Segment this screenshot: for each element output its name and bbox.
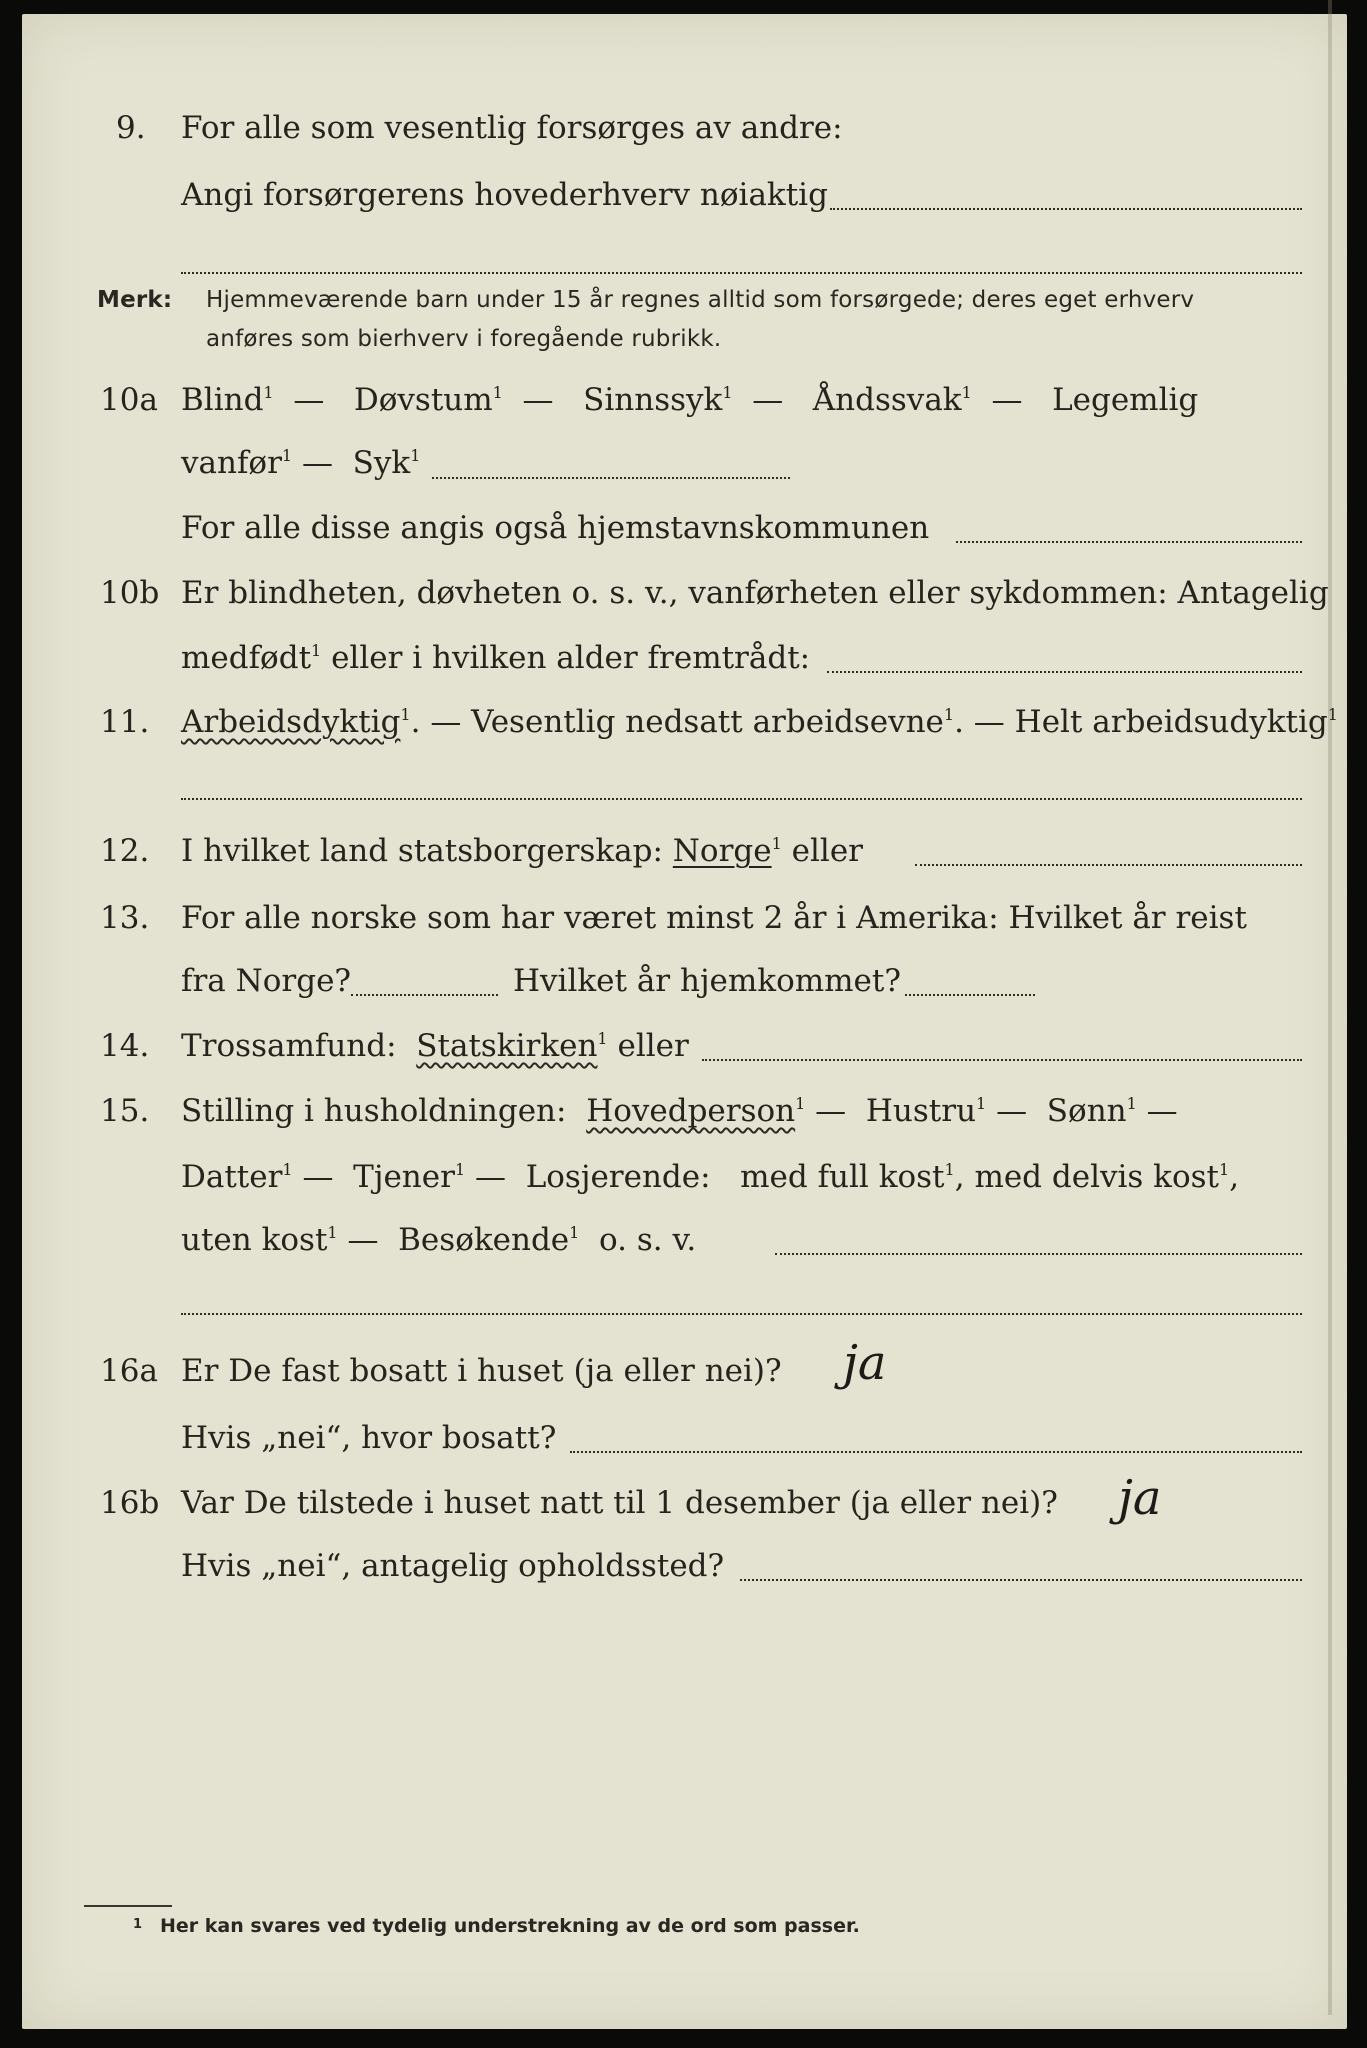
q11-number: 11. [100,704,150,740]
option-legemlig[interactable]: Legemlig [1052,382,1199,418]
q15-answer-line-2[interactable] [181,1313,1302,1315]
q15-number: 15. [100,1093,150,1129]
q13-number: 13. [100,900,150,936]
q16b-handwritten-answer[interactable]: ja [1118,1470,1162,1526]
form-sheet [22,14,1347,2029]
q16b-answer-line[interactable] [740,1579,1302,1581]
option-medfodt[interactable]: medfødt [181,640,312,676]
option-andssvak[interactable]: Åndssvak [812,382,962,418]
q12-eller: eller [791,833,863,869]
q13-text1: For alle norske som har været minst 2 år i Amerika: Hvilket år reist [181,900,1247,936]
option-hovedperson[interactable]: Hovedperson [586,1093,796,1129]
q9-text1: For alle som vesentlig forsørges av andre: [181,110,843,146]
q9-answer-line-2[interactable] [181,272,1302,274]
option-datter[interactable]: Datter [181,1159,283,1195]
option-norge[interactable]: Norge [672,833,772,869]
q12-number: 12. [100,833,150,869]
q16a-number: 16a [100,1353,158,1389]
q10a-options2: vanfør$^1$ — Syk$^1$ [181,445,421,481]
q15-answer-line[interactable] [775,1253,1302,1255]
q11-answer-line[interactable] [181,798,1302,800]
q10a-options1: Blind$^1$ — Døvstum$^1$ — Sinnssyk$^1$ — Åndssvak$^1$ — Legemlig [181,382,1199,418]
q10a-number: 10a [100,382,158,418]
q12-text: I hvilket land statsborgerskap: [181,833,663,869]
merk-label: Merk: [97,287,173,313]
q12-answer-line[interactable] [915,864,1302,866]
option-tjener[interactable]: Tjener [353,1159,455,1195]
q14-eller: eller [617,1028,689,1064]
option-vanfor[interactable]: vanfør [181,445,282,481]
q10b-number: 10b [100,575,160,611]
q14-number: 14. [100,1028,150,1064]
q16a-text1: Er De fast bosatt i huset (ja eller nei)? [181,1353,782,1389]
q14-text: Trossamfund: [181,1028,397,1064]
q16b-text2: Hvis „nei“, antagelig opholdssted? [181,1548,725,1584]
merk-text2: anføres som bierhverv i foregående rubrikk. [206,326,722,352]
q14-answer-line[interactable] [702,1059,1302,1061]
q9-number: 9. [116,110,146,146]
option-besokende[interactable]: Besøkende [398,1222,570,1258]
q10a-kommune-line[interactable] [956,541,1302,543]
q10a-syk-line[interactable] [432,477,790,479]
q10b-answer-line[interactable] [827,671,1302,673]
q13-reist-line[interactable] [351,994,498,996]
footnote-mark: 1 [133,1917,143,1932]
option-sonn[interactable]: Sønn [1046,1093,1127,1129]
option-statskirken[interactable]: Statskirken [416,1028,598,1064]
q10b-text1: Er blindheten, døvheten o. s. v., vanførheten eller sykdommen: Antagelig [181,575,1329,611]
q16a-answer-line[interactable] [570,1451,1302,1453]
option-syk[interactable]: Syk [352,445,411,481]
q13-text2a: fra Norge? [181,963,352,999]
q9-text2: Angi forsørgerens hovederhverv nøiaktig [181,177,828,213]
option-uten-kost[interactable]: uten kost [181,1222,328,1258]
q13-text2b: Hvilket år hjemkommet? [513,963,901,999]
footnote-rule [84,1905,172,1907]
option-blind[interactable]: Blind [181,382,264,418]
footnote-text: Her kan svares ved tydelig understrekning av de ord som passer. [160,1915,860,1937]
q15-osv: o. s. v. [599,1222,697,1258]
q16a-handwritten-answer[interactable]: ja [843,1335,887,1391]
page-fold [1328,0,1332,2015]
q13-hjemkommet-line[interactable] [905,994,1035,996]
q10a-text3: For alle disse angis også hjemstavnskommunen [181,510,930,546]
option-delvis-kost[interactable]: med delvis kost [974,1159,1219,1195]
option-udyktig[interactable]: . — Helt arbeidsudyktig [954,704,1328,740]
option-arbeidsdyktig[interactable]: Arbeidsdyktig [181,704,401,740]
q15-losjerende: Losjerende: [525,1159,711,1195]
option-nedsatt[interactable]: . — Vesentlig nedsatt arbeidsevne [410,704,944,740]
q9-answer-line[interactable] [830,208,1302,210]
q10b-text2: eller i hvilken alder fremtrådt: [331,640,811,676]
option-full-kost[interactable]: med full kost [740,1159,945,1195]
option-dovstum[interactable]: Døvstum [353,382,493,418]
option-hustru[interactable]: Hustru [865,1093,977,1129]
q16a-text2: Hvis „nei“, hvor bosatt? [181,1420,557,1456]
option-sinnssyk[interactable]: Sinnssyk [583,382,723,418]
q15-text: Stilling i husholdningen: [181,1093,567,1129]
q16b-number: 16b [100,1485,160,1521]
q16b-text1: Var De tilstede i huset natt til 1 desember (ja eller nei)? [181,1485,1058,1521]
merk-text1: Hjemmeværende barn under 15 år regnes alltid som forsørgede; deres eget erhverv [206,287,1195,313]
